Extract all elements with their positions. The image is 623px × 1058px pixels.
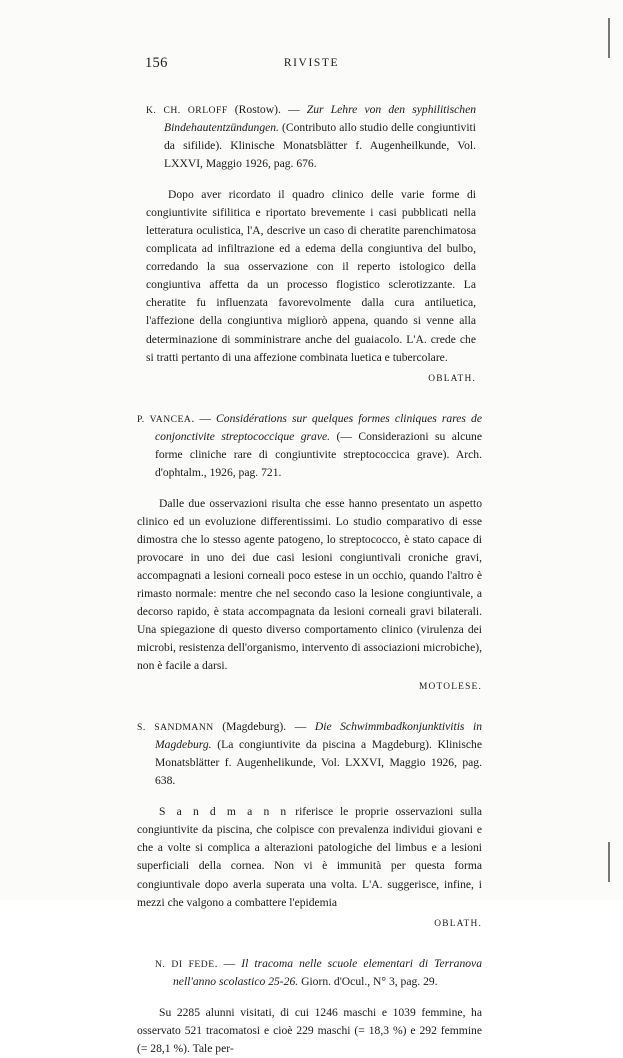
review-abstract-difede: Su 2285 alunni visitati, di cui 1246 maschi e 1039 femmine, ha osservato 521 tracomatosi e cioè 229 maschi (= 18,3 %) e 292 femmine (= 28,1 %). Tale per- (137, 1005, 482, 1055)
reference-title: Zur Lehre von den syphilitischen Bindehautentzündungen. (164, 103, 477, 134)
review-entry-orloff (146, 101, 476, 173)
running-head-title: RIVISTE (283, 57, 340, 69)
reference-author: P. VANCEA (137, 413, 192, 425)
reference-line (137, 718, 482, 790)
review-entry-sandmann (137, 718, 482, 790)
reference-line (137, 955, 482, 991)
review-entry-difede (137, 955, 482, 991)
reference-affiliation: (Rostow). — (227, 103, 307, 116)
review-abstract-orloff: Dopo aver ricordato il quadro clinico delle varie forme di congiuntivite sifilitica e riportato brevemente i casi pubblicati nella letteratura oculistica, l'A, descrive un caso di cheratite parenchimatosa complicata ad infiltrazione ed a edema della congiuntiva del bulbo, corredando la sua osservazione con il reperto istologico della congiuntiva affetta da un processo flogistico sclerotizzante. La cheratite fu influenzata favorevolmente dalla cura antiluetica, l'affezione della congiuntiva migliorò appena, quando si venne alla determinazione di somministrare anche del guaiacolo. L'A. crede che si tratti pertanto di una affezione combinata luetica e tubercolare. (146, 187, 476, 364)
review-abstract-vancea: Dalle due osservazioni risulta che esse hanno presentato un aspetto clinico ed un evoluzione differentissimi. Lo studio comparativo di esse dimostra che lo stesso agente patogeno, lo streptococco, è stato capace di provocare in uno dei due casi lesioni congiuntivali croniche gravi, accompagnati a lesioni corneali poco estese in un occhio, quando l'altro è rimasto normale: mentre che nel secondo caso la lesione congiuntivale, a decorso rapido, è stata accompagnata da lesioni corneali gravi bilaterali. Una spiegazione di questo diverso comportamento clinico (virulenza dei microbi, resistenza dell'organismo, intervento di associazioni microbiche), non è facile a darsi. (137, 496, 482, 673)
page-number: 156 (145, 55, 168, 71)
reference-author: K. CH. ORLOFF (146, 105, 228, 116)
reference-affiliation: . — (214, 956, 242, 970)
running-head (0, 55, 623, 75)
reference-title: Il tracoma nelle scuole elementari di Terranova nell'anno scolastico 25-26. (173, 956, 482, 988)
review-signature-sandmann: OBLATH. (434, 918, 482, 929)
abstract-body: riferisce le proprie osservazioni sulla congiuntivite da piscina, che colpisce con prevalenza individui giovani e che a volte si complica a alterazioni patologiche del limbus e a lesioni superficiali della cornea. Non vi è immunità per questa forma congiuntivale dopo averla superata una volta. L'A. suggerisce, infine, i mezzi che valgono a combattere l'epidemia (137, 805, 482, 909)
reference-title: Die Schwimmbadkonjunktivitis in Magdeburg. (155, 720, 482, 752)
reference-source: (Contributo allo studio delle congiuntiviti da sifilide). Klinische Monatsblätter f. Augenheilkunde, Vol. LXXVI, Maggio 1926, pag. 676. (164, 120, 476, 170)
reference-source: Giorn. d'Ocul., N° 3, pag. 29. (298, 974, 438, 988)
reference-title: Considérations sur quelques formes cliniques rares de conjonctivite streptococcique grave. (155, 411, 482, 443)
reference-affiliation: (Magdeburg). — (213, 720, 315, 734)
reference-source: (— Considerazioni su alcune forme cliniche rare di congiuntivite streptococcica grave). Arch. d'ophtalm., 1926, pag. 721. (155, 429, 482, 479)
review-signature-orloff: OBLATH. (428, 373, 476, 384)
reference-author: N. DI FEDE (155, 958, 215, 970)
reference-line (137, 410, 482, 482)
reference-affiliation: . — (191, 411, 217, 425)
reference-line (146, 101, 476, 173)
review-entry-vancea (137, 410, 482, 482)
reference-author: S. SANDMANN (137, 722, 214, 734)
abstract-lead-name: S a n d m a n n (159, 805, 289, 819)
reference-source: (La congiuntivite da piscina a Magdeburg). Klinische Monatsblätter f. Augenhelikunde, Vol. LXXVI, Maggio 1926, pag. 638. (155, 738, 482, 788)
review-signature-vancea: MOTOLESE. (419, 682, 482, 693)
review-abstract-sandmann (137, 803, 482, 911)
